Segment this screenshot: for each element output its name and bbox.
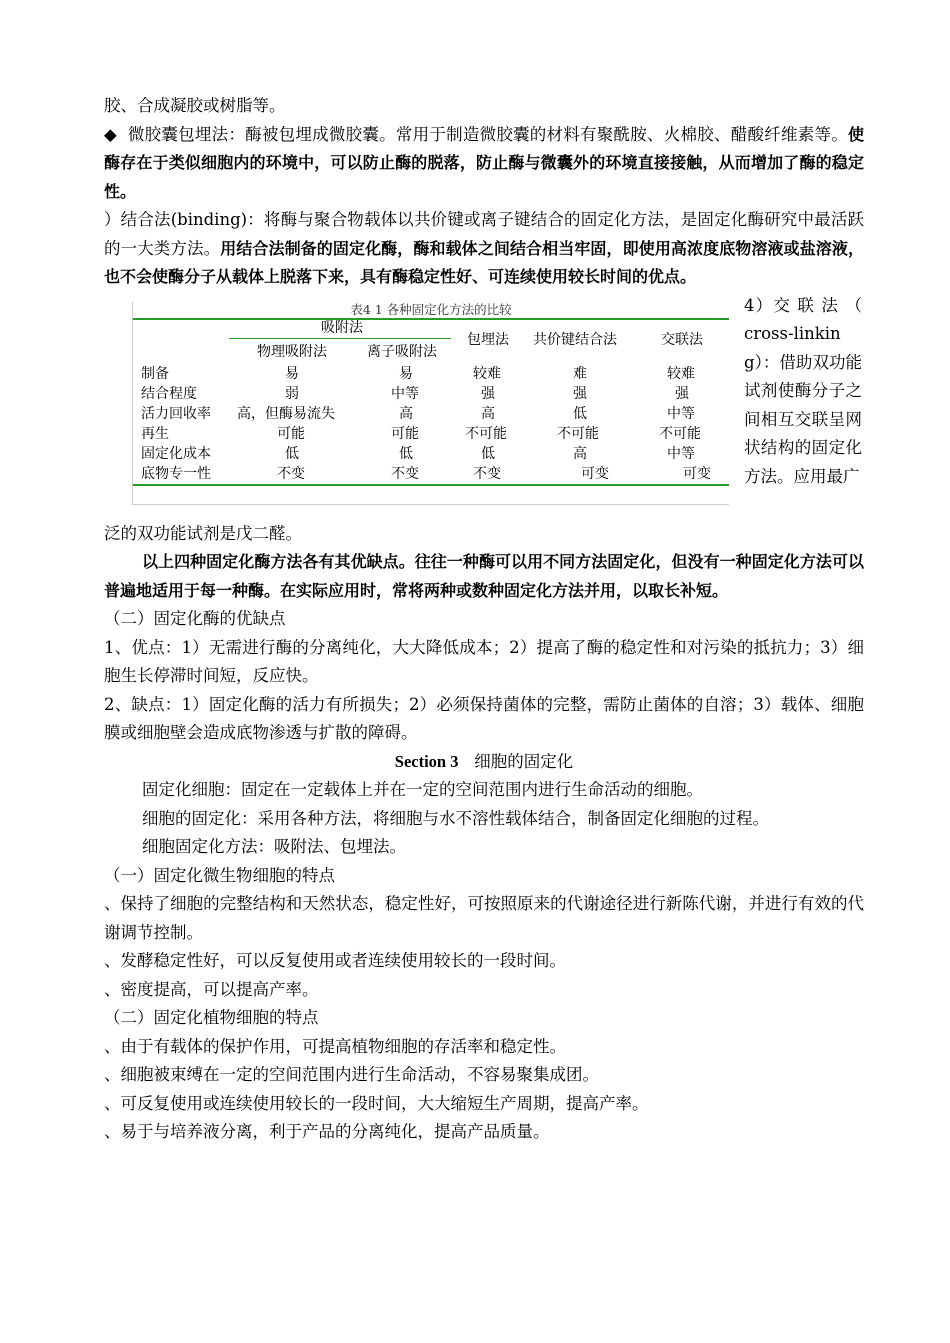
table-cell: 高 [399,405,413,422]
section-title [104,748,864,777]
table-header: 共价键结合法 [533,331,617,348]
table-row-label: 活力回收率 [141,405,211,422]
section-title-text: 细胞的固定化 [474,751,574,771]
table-float-block [104,292,864,520]
table-row-label: 再生 [141,425,169,442]
table-header: 物理吸附法 [257,343,327,360]
pros-paragraph: 1、优点：1）无需进行酶的分离纯化，大大降低成本；2）提高了酶的稳定性和对污染的抵抗力；3）细胞生长停滞时间短，反应快。 [104,637,864,685]
crosslink-side-text: 4）交 联 法 （ cross-linking）：借助双功能试剂使酶分子之间相互交联呈网状结构的固定化方法。应用最广 [744,295,862,486]
table-cell: 较难 [667,365,695,382]
definition-line: 细胞固定化方法：吸附法、包埋法。 [142,837,406,856]
list-item: 、易于与培养液分离，利于产品的分离纯化，提高产品质量。 [104,1122,550,1141]
table-cell: 不变 [277,465,305,482]
definition-line: 细胞的固定化：采用各种方法，将细胞与水不溶性载体结合，制备固定化细胞的过程。 [142,808,769,828]
document-page [104,92,864,1147]
microcapsule-text: 微胶囊包埋法：酶被包埋成微胶囊。常用于制造微胶囊的材料有聚酰胺、火棉胶、醋酸纤维素等。 [127,124,848,144]
table-header: 包埋法 [467,331,509,348]
table-cell: 低 [573,405,587,422]
section-heading: （二）固定化酶的优缺点 [104,609,286,628]
table-cell: 低 [285,445,299,462]
table-cell: 强 [573,385,587,402]
text-line: 胶、合成凝胶或树脂等。 [104,96,286,115]
table-row-label: 底物专一性 [141,465,211,482]
table-row-label: 固定化成本 [141,445,211,462]
table-cell: 低 [481,445,495,462]
table-cell: 中等 [667,405,695,422]
table-cell: 强 [675,385,689,402]
summary-paragraph: 以上四种固定化酶方法各有其优缺点。往往一种酶可以用不同方法固定化，但没有一种固定化方法可以普遍地适用于每一种酶。在实际应用时，常将两种或数种固定化方法并用，以取长补短。 [104,552,864,600]
table-cell: 高，但酶易流失 [237,405,335,422]
table-cell: 强 [481,385,495,402]
table-cell: 可变 [581,465,609,482]
definition-line: 固定化细胞：固定在一定载体上并在一定的空间范围内进行生命活动的细胞。 [142,780,703,799]
table-cell: 不可能 [659,425,701,442]
section-heading: （一）固定化微生物细胞的特点 [104,865,335,885]
list-item: 、由于有载体的保护作用，可提高植物细胞的存活率和稳定性。 [104,1036,566,1056]
table-cell: 易 [285,365,299,382]
table-cell: 不变 [473,465,501,482]
table-cell: 可能 [277,425,305,442]
table-cell: 弱 [285,385,299,402]
list-item: 、发酵稳定性好，可以反复使用或者连续使用较长的一段时间。 [104,951,566,970]
table-caption: 表4 1 各种固定化方法的比较 [350,301,512,317]
table-cell: 不可能 [557,425,599,442]
binding-bold-text: 用结合法制备的固定化酶，酶和载体之间结合相当牢固，即使用高浓度底物溶液或盐溶液，也不会使酶分子从载体上脱落下来，具有酶稳定性好、可连续使用较长时间的优点。 [104,238,864,286]
table-cell: 较难 [473,365,501,382]
table-row-label: 制备 [141,365,169,382]
table-cell: 高 [481,405,495,422]
table-cell: 可变 [683,465,711,482]
bullet-icon: ◆ [104,124,117,144]
table-cell: 中等 [667,445,695,462]
table-cell: 高 [573,445,587,462]
comparison-table [132,302,729,505]
table-top-rule [133,318,729,320]
list-item: 、密度提高，可以提高产率。 [104,979,319,999]
table-header: 离子吸附法 [367,343,437,360]
crosslink-tail: 泛的双功能试剂是戊二醛。 [104,523,302,543]
table-group-rule [229,338,451,339]
cons-paragraph: 2、缺点：1）固定化酶的活力有所损失；2）必须保持菌体的完整，需防止菌体的自溶；3）载体、细胞膜或细胞壁会造成底物渗透与扩散的障碍。 [104,694,864,742]
table-cell: 不变 [391,465,419,482]
table-cell: 可能 [391,425,419,442]
microcapsule-bold-text: 使酶存在于类似细胞内的环境中，可以防止酶的脱落，防止酶与微囊外的环境直接接触，从而增加了酶的稳定性。 [104,124,864,201]
table-cell: 低 [399,445,413,462]
binding-paragraph [104,206,864,292]
section-label: Section 3 [394,751,459,771]
table-group-header: 吸附法 [321,319,363,336]
list-item: 、可反复使用或连续使用较长的一段时间，大大缩短生产周期，提高产率。 [104,1093,649,1113]
binding-text: ）结合法(binding)：将酶与聚合物载体以共价键或离子键结合的固定化方法，是固定化酶研究中最活跃的一大类方法。 [104,210,864,258]
table-bottom-rule [133,484,729,486]
list-item: 、细胞被束缚在一定的空间范围内进行生命活动，不容易聚集成团。 [104,1065,599,1084]
table-cell: 中等 [391,385,419,402]
list-item: 、保持了细胞的完整结构和天然状态，稳定性好，可按照原来的代谢途径进行新陈代谢，并进行有效的代谢调节控制。 [104,894,864,942]
section-heading: （二）固定化植物细胞的特点 [104,1008,319,1027]
table-header: 交联法 [661,331,703,348]
table-cell: 易 [399,365,413,382]
microcapsule-paragraph [104,121,864,207]
table-cell: 不可能 [465,425,507,442]
table-cell: 难 [573,365,587,382]
table-row-label: 结合程度 [141,385,197,402]
